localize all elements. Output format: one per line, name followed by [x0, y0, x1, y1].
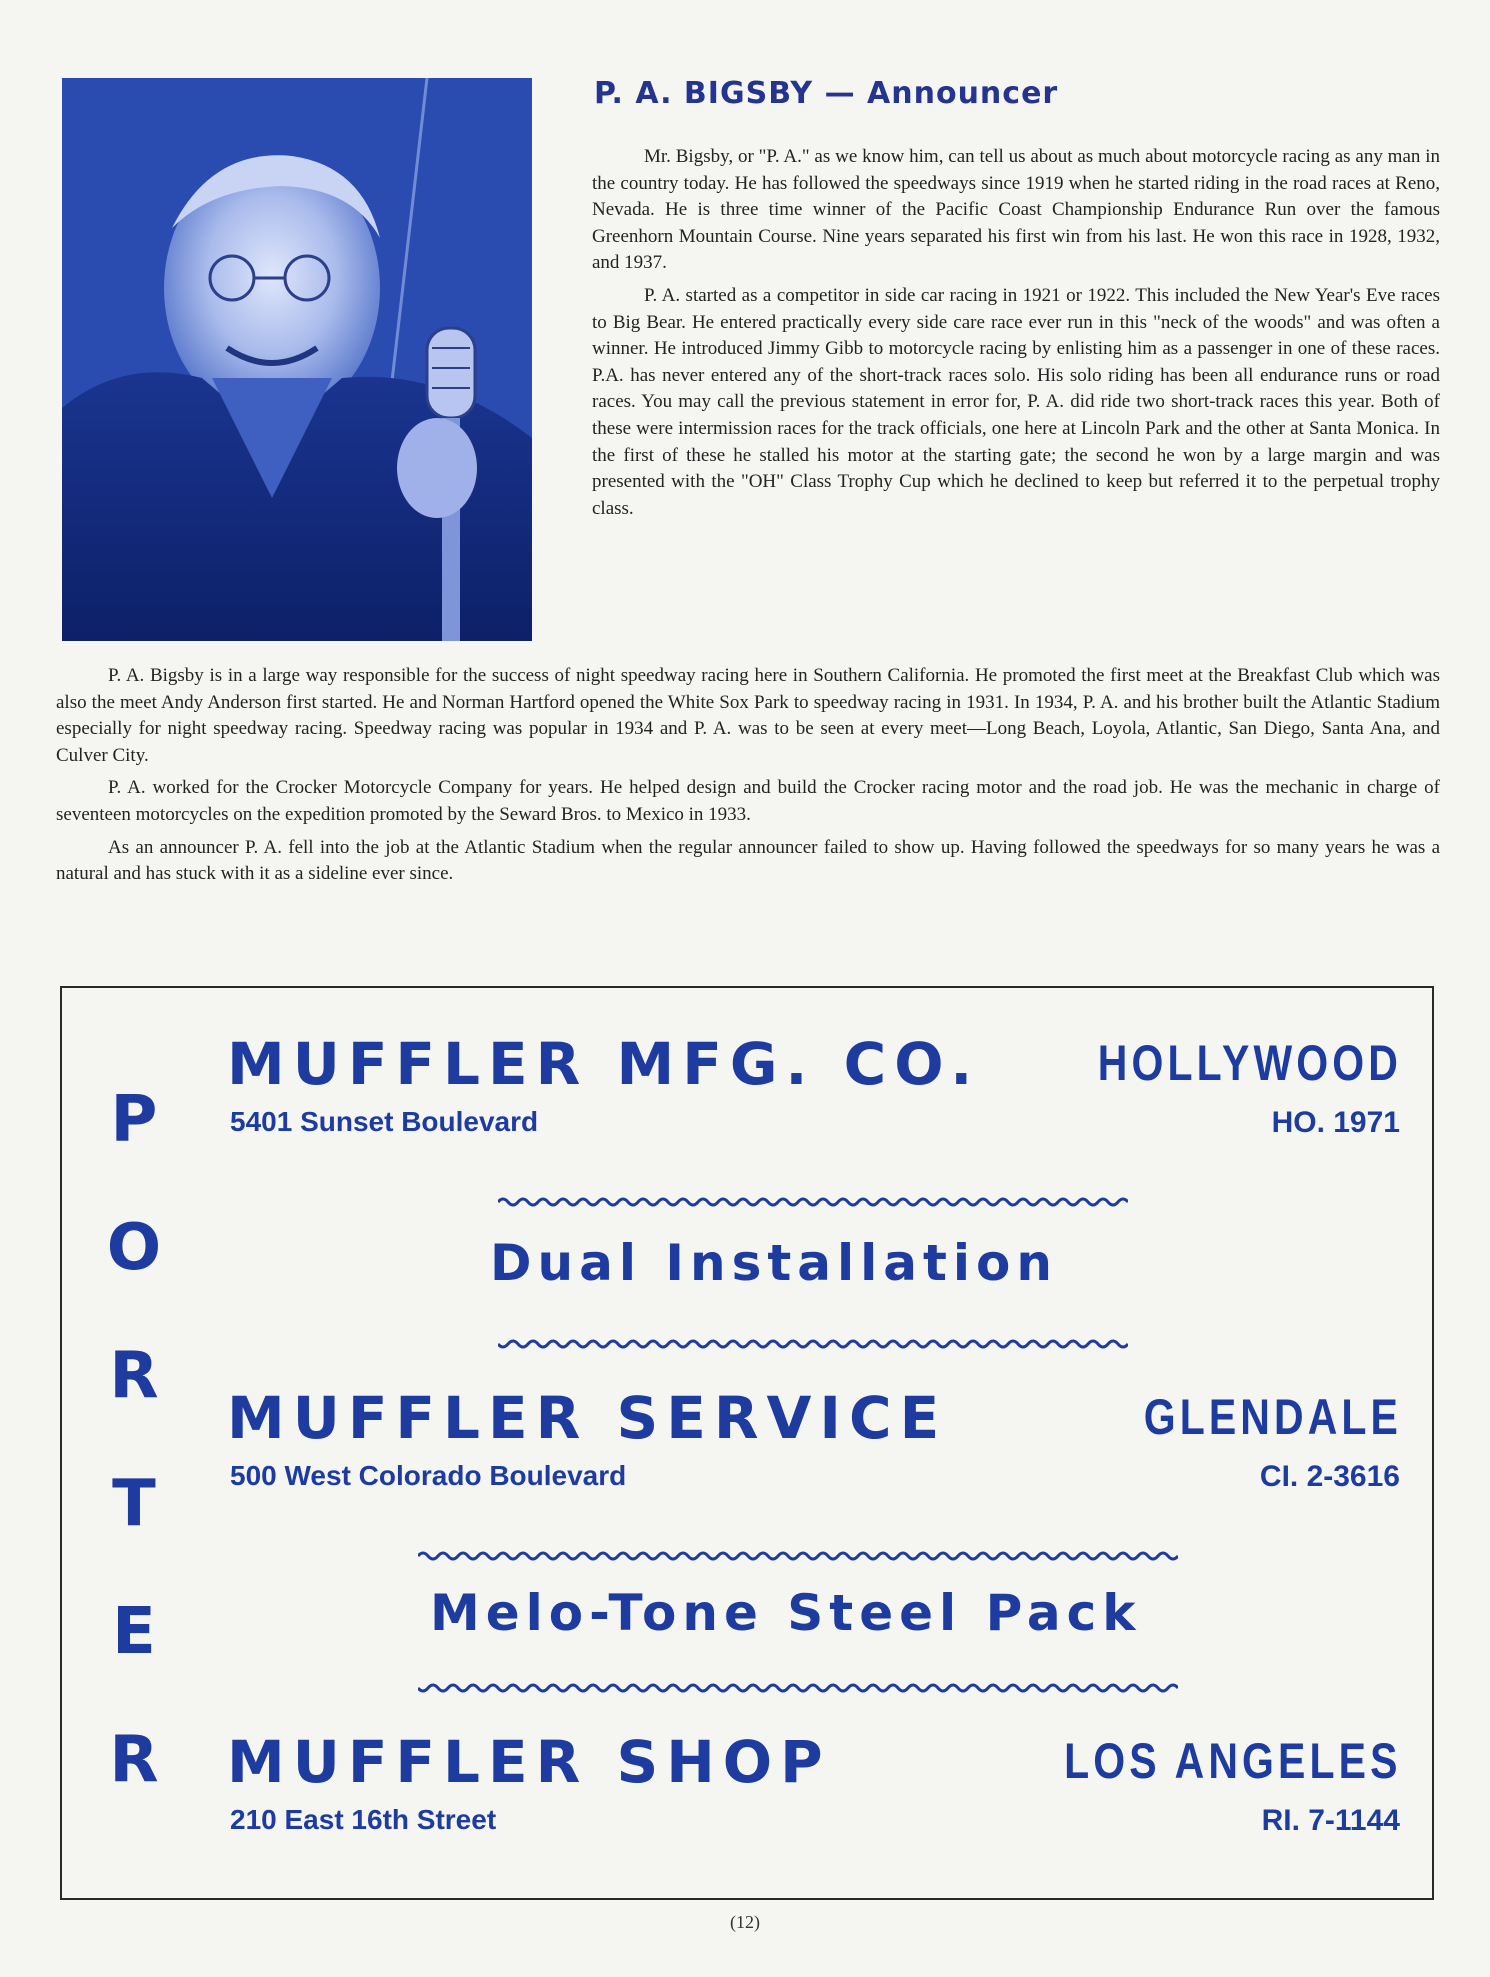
porter-letter: R: [109, 1339, 159, 1413]
slogan: Melo-Tone Steel Pack: [430, 1584, 1142, 1642]
porter-letter: R: [109, 1723, 159, 1797]
wavy-divider: [418, 1682, 1178, 1694]
porter-muffler-advertisement: [60, 986, 1434, 1900]
shop-name: MUFFLER SHOP: [227, 1728, 831, 1796]
announcer-photo-illustration: [62, 78, 532, 641]
article-title: P. A. BIGSBY — Announcer: [594, 76, 1059, 111]
porter-letter: P: [110, 1083, 158, 1157]
wavy-divider: [498, 1338, 1128, 1350]
article-paragraph: P. A. worked for the Crocker Motorcycle Company for years. He helped design and build the Crocker racing motor and the road job. He was the mechanic in charge of seventeen motorcycles on the expedition promoted by the Seward Bros. to Mexico in 1933.: [56, 777, 1440, 825]
article-paragraph: Mr. Bigsby, or "P. A." as we know him, can tell us about as much about motorcycle racing as any man in the country today. He has followed the speedways since 1919 when he started riding in the road races at Reno, Nevada. He is three time winner of the Pacific Coast Championship Endurance Run over the famous Greenhorn Mountain Course. Nine years separated his first win from his last. He won this race in 1928, 1932, and 1937.: [592, 146, 1440, 274]
shop-name: MUFFLER MFG. CO.: [227, 1030, 981, 1098]
shop-address: 5401 Sunset Boulevard: [230, 1106, 539, 1137]
shop-phone: RI. 7-1144: [1261, 1804, 1400, 1837]
announcer-photo: [62, 78, 532, 641]
shop-address: 210 East 16th Street: [230, 1804, 497, 1835]
shop-city: LOS ANGELES: [1064, 1733, 1402, 1789]
shop-phone: CI. 2-3616: [1259, 1460, 1400, 1493]
shop-address: 500 West Colorado Boulevard: [230, 1460, 627, 1491]
porter-letter: O: [106, 1211, 162, 1285]
article-right-column: [592, 144, 1440, 528]
shop-phone: HO. 1971: [1271, 1106, 1400, 1139]
page-number: (12): [730, 1912, 760, 1932]
wavy-divider: [498, 1196, 1128, 1208]
article-full-width: [56, 663, 1440, 894]
article-paragraph: P. A. Bigsby is in a large way responsible for the success of night speedway racing here in Southern California. He promoted the first meet at the Breakfast Club which was also the meet Andy Anderson first started. He and Norman Hartford opened the White Sox Park to speedway racing in 1931. In 1934, P. A. and his brother built the Atlantic Stadium especially for night speedway racing. Speedway racing was popular in 1934 and P. A. was to be seen at every meet—Long Beach, Loyola, Atlantic, San Diego, Santa Ana, and Culver City.: [56, 665, 1440, 766]
article-paragraph: As an announcer P. A. fell into the job at the Atlantic Stadium when the regular announcer failed to show up. Having followed the speedways for so many years he was a natural and has stuck with it as a sideline ever since.: [56, 836, 1440, 885]
porter-vertical-wordmark: [94, 1083, 174, 1856]
shop-city: GLENDALE: [1143, 1389, 1402, 1445]
porter-letter: E: [112, 1595, 156, 1669]
article-paragraph: P. A. started as a competitor in side car racing in 1921 or 1922. This included the New Year's Eve races to Big Bear. He entered practically every side care race ever run in this "neck of the woods" and was often a winner. He introduced Jimmy Gibb to motorcycle racing by enlisting him as a passenger in one of these races. P.A. has never entered any of the short-track races solo. His solo riding has been all endurance runs or road races. You may call the previous statement in error for, P. A. did ride two short-track races this year. Both of these were intermission races for the track officials, one here at Lincoln Park and the other at Santa Monica. In the first of these he stalled his motor at the starting gate; the second he won by a large margin and was presented with the "OH" Class Trophy Cup which he declined to keep but referred it to the perpetual trophy class.: [592, 284, 1440, 519]
shop-city: HOLLYWOOD: [1097, 1035, 1402, 1091]
shop-name: MUFFLER SERVICE: [227, 1384, 948, 1452]
wavy-divider: [418, 1550, 1178, 1562]
slogan: Dual Installation: [490, 1234, 1058, 1292]
porter-letter: T: [112, 1467, 156, 1541]
